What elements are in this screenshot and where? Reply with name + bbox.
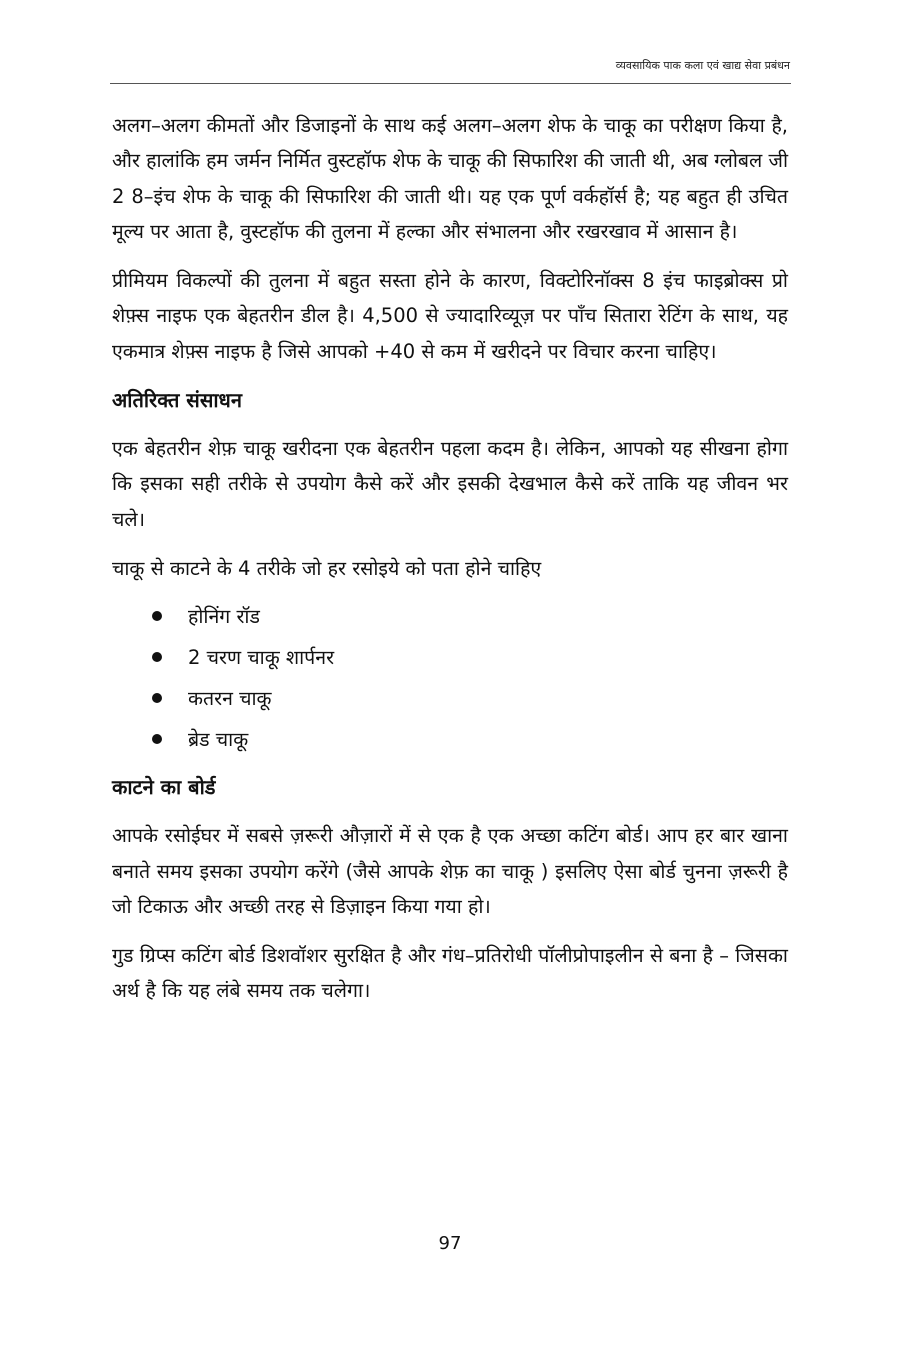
paragraph-cutting-board: आपके रसोईघर में सबसे ज़रूरी औज़ारों में से एक है एक अच्छा कटिंग बोर्ड। आप हर बार खाना बनाते समय इसका उपयोग करेंगे (जैसे आपके शेफ़ का चाकू ) इसलिए ऐसा बोर्ड चुनना ज़रूरी है जो टिकाऊ और अच्छी तरह से डिज़ाइन किया गया हो। xyxy=(112,824,788,918)
bullet-icon xyxy=(152,652,162,662)
list-item xyxy=(112,719,788,760)
bullet-icon xyxy=(152,693,162,703)
page-body xyxy=(112,108,788,1009)
section-heading-cutting-board: काटने का बोर्ड xyxy=(112,775,216,800)
bullet-icon xyxy=(152,611,162,621)
list-item-text: 2 चरण चाकू शार्पनर xyxy=(188,646,335,670)
paragraph-knife-testing: अलग–अलग कीमतों और डिजाइनों के साथ कई अलग–अलग शेफ के चाकू का परीक्षण किया है, और हालांकि हम जर्मन निर्मित वुस्टहॉफ शेफ के चाकू की सिफारिश की जाती थी, अब ग्लोबल जी 2 8–इंच शेफ के चाकू की सिफारिश की जाती थी। यह एक पूर्ण वर्कहॉर्स है; यह बहुत ही उचित मूल्य पर आता है, वुस्टहॉफ की तुलना में हल्का और संभालना और रखरखाव में आसान है। xyxy=(112,114,788,243)
knife-tools-list xyxy=(112,596,788,760)
paragraph-cutting-ways-intro: चाकू से काटने के 4 तरीके जो हर रसोइये को पता होने चाहिए xyxy=(112,556,542,580)
running-header xyxy=(110,58,790,80)
paragraph-good-grips: गुड ग्रिप्स कटिंग बोर्ड डिशवॉशर सुरक्षित है और गंध–प्रतिरोधी पॉलीप्रोपाइलीन से बना है – जिसका अर्थ है कि यह लंबे समय तक चलेगा। xyxy=(112,944,788,1003)
paragraph-victorinox: प्रीमियम विकल्पों की तुलना में बहुत सस्ता होने के कारण, विक्टोरिनॉक्स 8 इंच फाइब्रोक्स प्रो शेफ़्स नाइफ एक बेहतरीन डील है। 4,500 से ज्यादारिव्यूज़ पर पाँच सितारा रेटिंग के साथ, यह एकमात्र शेफ़्स नाइफ है जिसे आपको +40 से कम में खरीदने पर विचार करना चाहिए। xyxy=(112,269,788,363)
list-item-text: होनिंग रॉड xyxy=(188,605,260,629)
running-header-title: व्यवसायिक पाक कला एवं खाद्य सेवा प्रबंधन xyxy=(615,59,790,72)
paragraph-first-step: एक बेहतरीन शेफ़ चाकू खरीदना एक बेहतरीन पहला कदम है। लेकिन, आपको यह सीखना होगा कि इसका सही तरीके से उपयोग कैसे करें और इसकी देखभाल कैसे करें ताकि यह जीवन भर चले। xyxy=(112,437,788,531)
list-item xyxy=(112,637,788,678)
section-heading-additional-resources: अतिरिक्त संसाधन xyxy=(112,388,242,413)
bullet-icon xyxy=(152,734,162,744)
list-item-text: ब्रेड चाकू xyxy=(188,728,249,752)
list-item-text: कतरन चाकू xyxy=(188,687,272,711)
header-divider xyxy=(110,83,791,84)
page-number: 97 xyxy=(438,1233,462,1254)
list-item xyxy=(112,678,788,719)
list-item xyxy=(112,596,788,637)
